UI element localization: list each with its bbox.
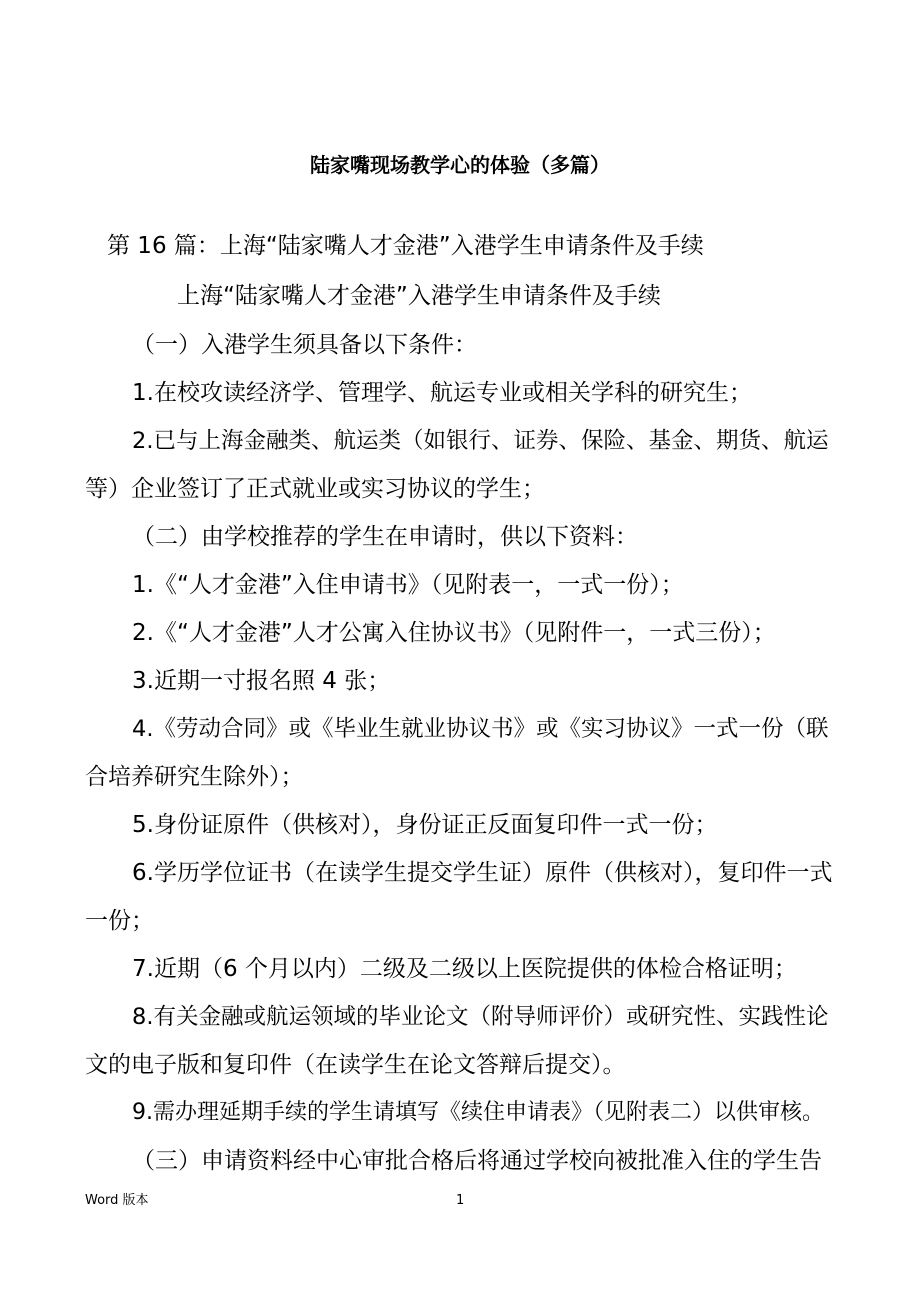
body-line: 3.近期一寸报名照 4 张； (132, 668, 391, 694)
body-line: 上海“陆家嘴人才金港”入港学生申请条件及手续 (177, 283, 661, 309)
body-line: （三）申请资料经中心审批合格后将通过学校向被批准入住的学生告 (132, 1148, 822, 1174)
body-line: 一份； (85, 908, 154, 934)
page-number: 1 (456, 1193, 465, 1208)
body-line: 合培养研究生除外）； (85, 764, 304, 790)
document-title: 陆家嘴现场教学心的体验（多篇） (310, 153, 610, 177)
body-line: 等）企业签订了正式就业或实习协议的学生； (85, 476, 545, 502)
body-line: 9.需办理延期手续的学生请填写《续住申请表》（见附表二）以供审核。 (132, 1100, 824, 1125)
body-line: 2.已与上海金融类、航运类（如银行、证券、保险、基金、期货、航运 (132, 428, 829, 454)
body-line: 第 16 篇：上海“陆家嘴人才金港”入港学生申请条件及手续 (107, 233, 704, 259)
body-line: 5.身份证原件（供核对），身份证正反面复印件一式一份； (132, 812, 718, 838)
footer-label: Word 版本 (85, 1193, 149, 1208)
body-line: 7.近期（6 个月以内）二级及二级以上医院提供的体检合格证明； (132, 956, 797, 982)
body-line: 6.学历学位证书（在读学生提交学生证）原件（供核对），复印件一式 (132, 860, 833, 886)
body-line: 2.《“人才金港”人才公寓入住协议书》（见附件一，一式三份）； (132, 620, 776, 646)
body-line: 1.《“人才金港”入住申请书》（见附表一，一式一份）； (132, 572, 684, 598)
body-line: 1.在校攻读经济学、管理学、航运专业或相关学科的研究生； (132, 380, 752, 406)
body-line: 8.有关金融或航运领域的毕业论文（附导师评价）或研究性、实践性论 (132, 1004, 829, 1030)
body-line: 文的电子版和复印件（在读学生在论文答辩后提交）。 (85, 1052, 626, 1078)
body-line: （一）入港学生须具备以下条件： (132, 332, 477, 358)
body-line: （二）由学校推荐的学生在申请时，供以下资料： (132, 524, 638, 550)
body-line: 4.《劳动合同》或《毕业生就业协议书》或《实习协议》一式一份（联 (132, 716, 829, 742)
